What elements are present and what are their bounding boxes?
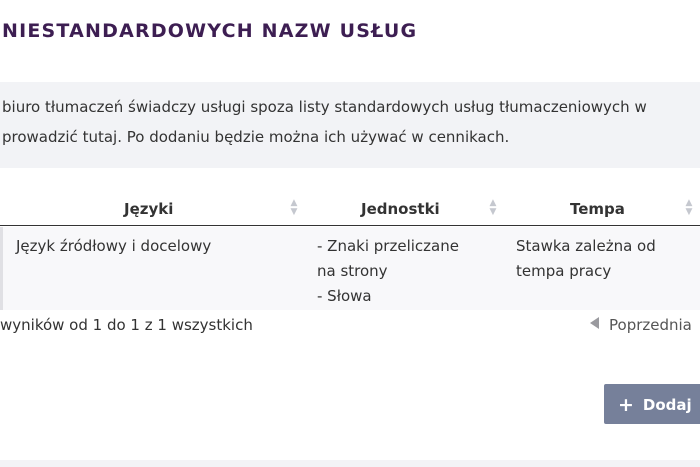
table-header [0, 193, 700, 226]
sort-icon[interactable]: ▲ ▼ [685, 198, 693, 217]
sort-icon[interactable]: ▲ ▼ [290, 198, 298, 217]
arrow-left-icon [590, 317, 599, 329]
cell-tempa [516, 234, 656, 284]
info-box [0, 82, 700, 168]
column-header-jezyki[interactable]: Języki [124, 200, 174, 218]
cell-jednostki-line-3: - Słowa [317, 287, 372, 305]
cell-jednostki-line-2: na strony [317, 262, 388, 280]
cell-tempa-line-2: tempa pracy [516, 262, 612, 280]
page-title: NIESTANDARDOWYCH NAZW USŁUG [2, 20, 418, 42]
plus-icon: + [618, 394, 634, 416]
pagination-summary: wyników od 1 do 1 z 1 wszystkich [0, 316, 253, 334]
info-text-line-2: prowadzić tutaj. Po dodaniu będzie można ich używać w cennikach. [2, 128, 510, 146]
previous-page-label: Poprzednia [609, 316, 692, 334]
cell-tempa-line-1: Stawka zależna od [516, 237, 656, 255]
sort-icon[interactable]: ▲ ▼ [489, 198, 497, 217]
cell-jednostki-line-1: - Znaki przeliczane [317, 237, 459, 255]
add-button[interactable] [604, 384, 700, 424]
cell-jednostki [317, 234, 459, 309]
previous-page-button[interactable] [590, 316, 692, 334]
table-row[interactable] [0, 227, 700, 310]
column-header-tempa[interactable]: Tempa [570, 200, 625, 218]
add-button-label: Dodaj [642, 396, 692, 414]
cell-jezyki: Język źródłowy i docelowy [16, 237, 212, 255]
info-text-line-1: biuro tłumaczeń świadczy usługi spoza listy standardowych usług tłumaczeniowych w [2, 98, 647, 116]
column-header-jednostki[interactable]: Jednostki [361, 200, 440, 218]
row-indicator [0, 227, 3, 310]
